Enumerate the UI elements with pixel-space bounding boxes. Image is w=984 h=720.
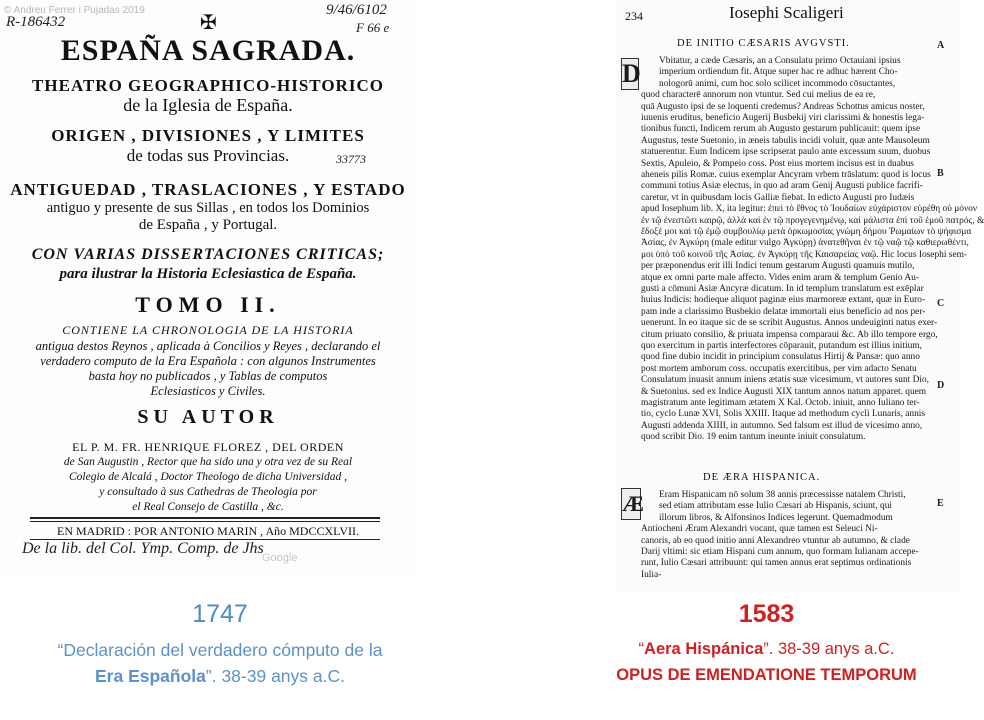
section-heading-2: DE ÆRA HISPANICA.: [703, 472, 821, 483]
text-line: μοι ὑπὸ τοῦ κοινοῦ τῆς Ἀσίας. ἐν Ἀγκύρῃ τῆς Καισαρείας ναῷ. Hic locus Iosephi sem-: [641, 249, 968, 260]
dropcap-1: D: [622, 59, 641, 88]
left-page-scan: [0, 0, 416, 578]
text-line: apud Iosephum lib. X, ita legitur: ἐπεὶ τὸ ἔθνος τὸ Ἰουδαίων εὐχάριστον εὑρέθη οὐ μόνον: [641, 204, 978, 215]
text-line: illorum libros, & Alfonsinos Indices legerunt. Quemadmodum: [659, 512, 893, 523]
text-line: post mortem amborum coss. occupatis exercitibus, per vim adacto Senatu: [641, 363, 917, 374]
title-line-3: ORIGEN , DIVISIONES , Y LIMITES: [51, 126, 365, 145]
text-line: Antiocheni Æram Alexandri vocant, quæ tamen est Seleuci Ni-: [641, 524, 878, 535]
author-line-2: de San Augustin , Rector que ha sido una y otra vez de su Real: [63, 456, 353, 468]
text-line: iuuenis eruditus, beneficio Augerij Busbekij viri clarissimi & honestis lega-: [641, 113, 925, 123]
text-line: sed etiam attributam esse Iulio Cæsari ab Hispanis, sciunt, qui: [659, 501, 893, 512]
manuscript-callnumber: 9/46/6102: [326, 2, 387, 18]
contents-line-4: basta hoy no publicados , y Tablas de computos: [88, 369, 328, 383]
author-line-5: el Real Consejo de Castilla , &c.: [132, 501, 284, 513]
text-line: Vbitatur, a cæde Cæsaris, an a Consulatu primo Octauiani ipsius: [659, 56, 901, 66]
manuscript-callnumber-2: F 66 e: [356, 20, 390, 35]
margin-letter-c: C: [937, 298, 945, 309]
text-line: runt, Iulio Cæsari attribuunt: qui tamen annus erat septimus ordinationis: [641, 558, 912, 569]
margin-letter-a: A: [937, 40, 945, 51]
ownership-inscription: De la lib. del Col. Ymp. Comp. de Jhs: [22, 540, 264, 557]
text-line: huius Indicis: hodieque aliquot paginæ eius marmoreæ extant, quæ in Euro-: [641, 295, 926, 306]
contents-line-2: antigua destos Reynos , aplicada à Concilios y Reyes , declarando el: [35, 339, 381, 353]
title-line-9: para ilustrar la Historia Eclesiastica de España.: [59, 266, 357, 282]
watermark: © Andreu Ferrer i Pujadas 2019: [4, 5, 145, 16]
text-line: nologorū animi, cum hoc solo scilicet incommodo cōsuctantes,: [659, 78, 896, 89]
text-line: Iulia-: [641, 569, 662, 580]
book-title: ESPAÑA SAGRADA.: [60, 34, 356, 67]
contents-line-1: CONTIENE LA CHRONOLOGIA DE LA HISTORIA: [62, 323, 354, 337]
text-line: quod scribit Dio. 19 enim tantum ineunte iniuit consulatum.: [641, 432, 866, 443]
text-line: statuerentur. Eum Indicem ipse scripserat paulo ante excessum suum, duobus: [641, 147, 931, 158]
title-line-4: de todas sus Provincias.: [126, 146, 290, 165]
title-line-7: de España , y Portugal.: [138, 217, 278, 233]
author-line-4: y consultado à sus Cathedras de Theologia por: [99, 486, 317, 498]
text-line: aheneis pilis Romæ. cuius exemplar Ancyram vrbem trāslatum: quod is locus: [641, 170, 931, 180]
author-heading: SU AUTOR: [137, 406, 279, 428]
manuscript-shelfmark: R-186432: [6, 14, 66, 30]
title-line-5: ANTIGUEDAD , TRASLACIONES , Y ESTADO: [10, 180, 406, 199]
title-line-8: CON VARIAS DISSERTACIONES CRITICAS;: [31, 246, 385, 263]
text-line: tionibus functi, Indicem rerum ab Augusto gestarum publicauit: quem ipse: [641, 124, 921, 135]
right-description-line-2: OPUS DE EMENDATIONE TEMPORUM: [616, 666, 917, 684]
text-line: uenerunt. In eo itaque sic de se scribit Augustus. Annos undeuiginti natus exer-: [641, 318, 938, 329]
left-description-bold: Era Española: [95, 666, 206, 686]
subtitle-line-2: de la Iglesia de España.: [123, 95, 293, 115]
text-line: gusti a cōmuni Asiæ Ancyræ dicatum. In id templum translatum est exēplar: [641, 284, 924, 294]
text-line: citum priuato consilio, & priuata impensa comparaui &c. Ab illo tempore ergo,: [641, 329, 938, 340]
rule-top: [30, 517, 380, 519]
text-line: ἐν τῷ ἐνεστῶτι καιρῷ, ἀλλὰ καὶ ἐν τῷ προγεγενημένῳ, καὶ μάλιστα ἐπὶ τοῦ ἐμοῦ πατρός, &: [641, 215, 984, 226]
text-line: per præponendus erit illi Indici tenum gestarum Augusti quamuis mutilo,: [641, 261, 915, 272]
text-line: imperium ordiendum fit. Atque super hac re adhuc hærent Cho-: [659, 67, 898, 78]
text-line: ἔδοξέ μοι καὶ τῷ ἐμῷ συμβουλίῳ μετὰ ὁρκωμοσίας γνώμη δήμου Ῥωμαίων τὸ ψήφισμα: [641, 227, 972, 237]
text-line: Augustus, teste Suetonio, in æneis tabulis incidi voluit, quæ ante Mausoleum: [641, 135, 930, 146]
author-line-1: EL P. M. FR. HENRIQUE FLOREZ , DEL ORDEN: [72, 440, 344, 454]
text-line: & Suetonius. sed ex Indice Augusti XIX tantum annos natum apparet. quem: [641, 386, 927, 397]
text-line: communi totius Asiæ electus, in quo ad aram Genij Augusti publice facrifi-: [641, 181, 923, 192]
left-description-line-1: “Declaración del verdadero cómputo de la: [57, 640, 383, 660]
manuscript-stamp-number: 33773: [336, 152, 366, 166]
text-line: Consulatum inuasit annum iniens ætatis suæ vicesimum, vt autores sunt Dio,: [641, 375, 930, 386]
margin-letter-d: D: [937, 380, 945, 391]
author-line-3: Colegio de Alcalá , Doctor Theologo de dicha Universidad ,: [69, 471, 347, 483]
text-line: quod characterē annorum non vtuntur. Sed cui melius de ea re,: [641, 90, 876, 101]
contents-line-3: verdadero computo de la Era Española : con algunos Instrumentes: [40, 354, 376, 368]
right-description-bold: Aera Hispánica: [644, 640, 764, 658]
right-description-open-quote: “: [638, 640, 645, 658]
margin-letter-b: B: [937, 168, 944, 179]
right-description-line-1: [573, 640, 960, 659]
title-line-6: antiguo y presente de sus Sillas , en todos los Dominios: [46, 200, 370, 216]
left-description-line-2: [0, 666, 440, 687]
margin-letter-e: E: [937, 498, 944, 509]
text-line: Sextis, Apuleio, & Pompeio coss. Post eius mortem incisus est in duabus: [641, 158, 914, 169]
right-page-scan: [617, 0, 984, 592]
text-line: caretur, vt in quibusdam locis Galliæ fiebat. In edicto Augusti pro Iudæis: [641, 192, 915, 203]
text-line: tio, cyclo Lunæ XVI, Solis XXIII. Itaque ad methodum cycli Lunaris, annis: [641, 409, 926, 420]
contents-line-5: Eclesiasticos y Civiles.: [150, 384, 266, 398]
rule-top-thin: [30, 521, 380, 522]
text-line: magistratum ante legitimam ætatem X Kal. Octob. iniuit, anno Iuliano ter-: [641, 398, 920, 408]
dropcap-2: Æ: [621, 488, 641, 520]
cross-icon: ✠: [200, 12, 217, 34]
text-line: quo exercitum in partis interfectores cōparauit, putandum est illius initium,: [641, 341, 922, 351]
text-line: Darij vltimi: sic etiam Hispani cum annum, quo formam Iulianam accepe-: [641, 547, 919, 557]
page-number: 234: [625, 9, 643, 23]
section-heading-1: DE INITIO CÆSARIS AVGVSTI.: [677, 38, 850, 49]
text-line: Ἀσίας, ἐν Ἀγκύρη (male editur vulgo Ἀγκύρῃ) ἀνατεθῆναι ἐν τῷ ναῷ τῷ καθιερωθέντι,: [641, 238, 969, 249]
imprint: EN MADRID : POR ANTONIO MARIN , Año MDCCXLVII.: [56, 524, 360, 538]
text-line: Eram Hispanicam nō solum 38 annis præcessisse natalem Christi,: [659, 490, 906, 500]
text-line: quod fine dubio incidit in principium consulatus Hirtij & Pansæ: quo anno: [641, 352, 920, 363]
running-head: Iosephi Scaligeri: [729, 3, 844, 22]
text-line: pam inde a clarissimo Busbekio delatæ immortali eius beneficio ad nos per-: [641, 306, 926, 317]
left-description-rest: ”. 38-39 anys a.C.: [205, 666, 345, 686]
left-year: 1747: [192, 600, 248, 628]
text-line: Augusti addenda XIIII, in autumno. Sed falsum est illud de vicesimo anno,: [641, 420, 923, 431]
volume-label: TOMO II.: [135, 292, 281, 317]
text-line: atque ex omni parte male affecto. Vides enim aram & templum Genio Au-: [641, 272, 919, 283]
right-description-rest: ”. 38-39 anys a.C.: [763, 640, 895, 658]
text-line: canoris, ab eo quod initio anni Alexandreo vtuntur ab autumno, & clade: [641, 535, 910, 546]
right-year: 1583: [738, 600, 795, 628]
text-line: quā Augusto ipsi de se loquenti credemus? Andreas Schottus amicus noster,: [641, 101, 925, 112]
google-watermark: Google: [262, 552, 298, 564]
subtitle-line-1: THEATRO GEOGRAPHICO-HISTORICO: [32, 76, 384, 95]
